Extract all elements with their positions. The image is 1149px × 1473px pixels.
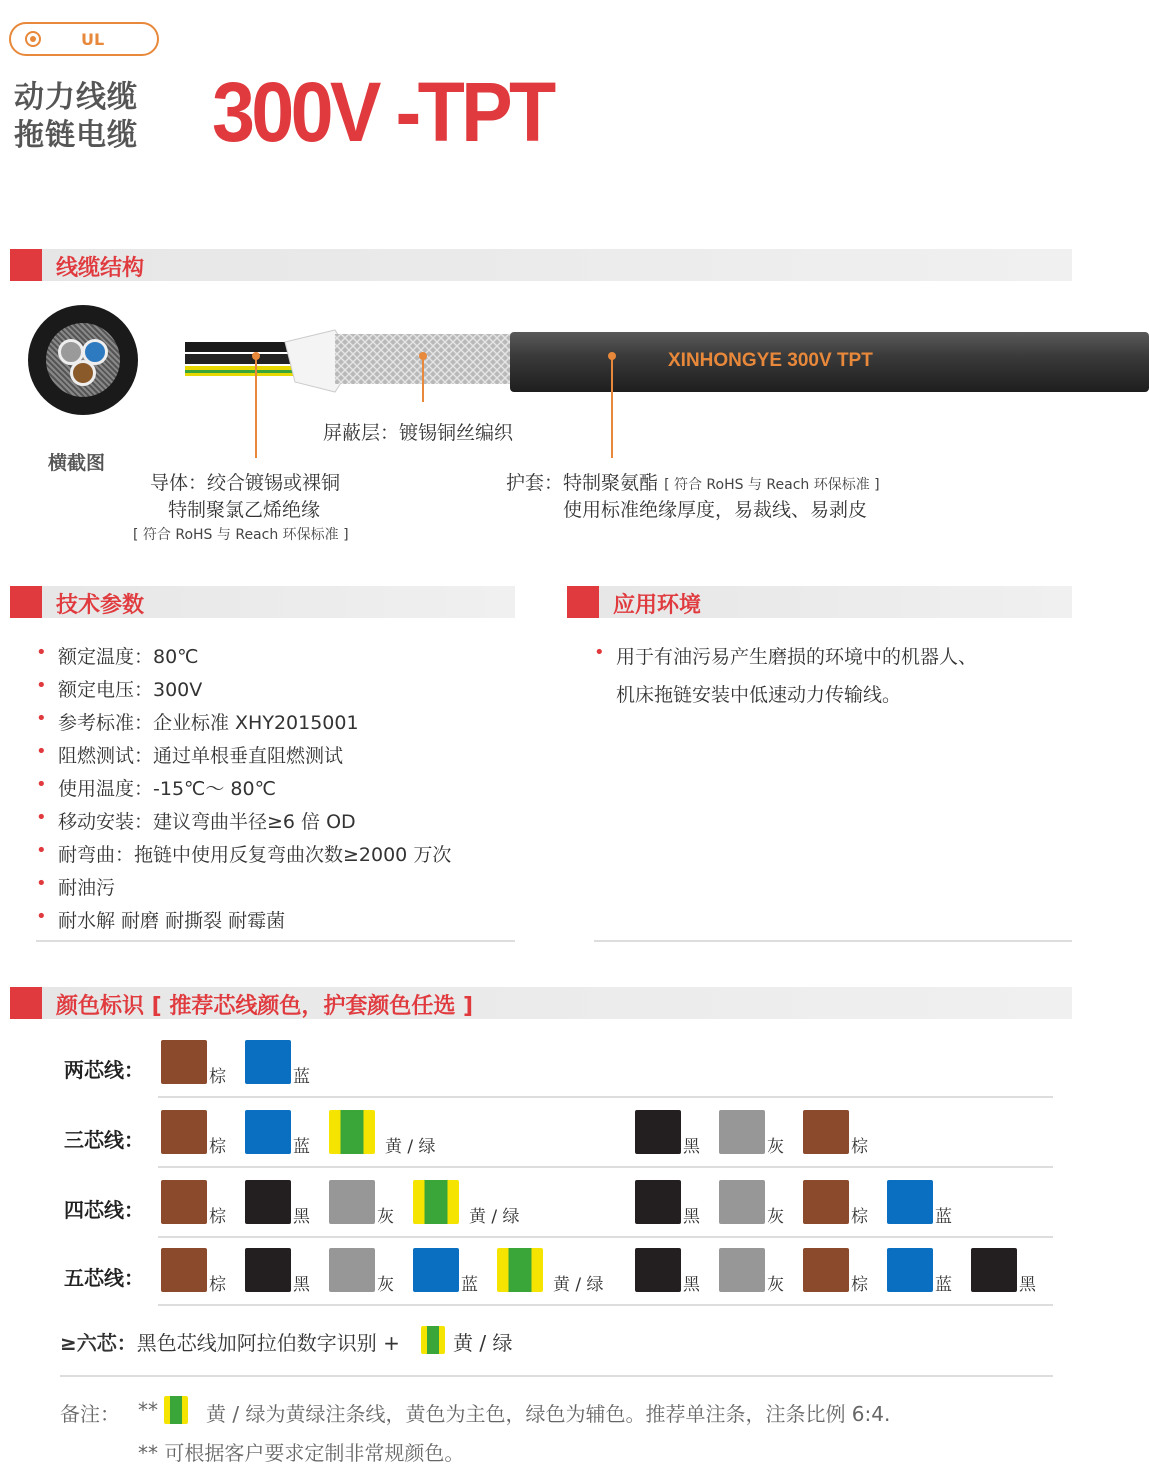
- color-swatch-black: [635, 1180, 681, 1224]
- cross-section-label: 横截图: [48, 452, 106, 474]
- color-swatch-gray: [719, 1110, 765, 1154]
- color-label: 灰: [767, 1275, 784, 1295]
- note-label: 备注：: [60, 1402, 120, 1426]
- row-divider: [158, 1096, 1053, 1098]
- color-label: 棕: [209, 1137, 226, 1157]
- color-swatch-brown: [803, 1110, 849, 1154]
- leader-line: [611, 358, 613, 458]
- application-text: • 用于有油污易产生磨损的环境中的机器人、: [594, 642, 1149, 675]
- row-label: 五芯线：: [64, 1266, 144, 1290]
- color-swatch-blue: [245, 1110, 291, 1154]
- color-swatch-yg: [329, 1110, 375, 1154]
- color-swatch-brown: [803, 1180, 849, 1224]
- list-item: • 移动安装：建议弯曲半径≥6 倍 OD: [36, 807, 451, 840]
- section-marker: [10, 987, 42, 1019]
- color-label: 黄 / 绿: [385, 1137, 436, 1157]
- color-label: 黑: [1019, 1275, 1036, 1295]
- section-title: 技术参数: [56, 593, 145, 618]
- color-label: 棕: [851, 1137, 868, 1157]
- color-swatch-brown: [161, 1180, 207, 1224]
- six-core-text: 黑色芯线加阿拉伯数字识别 +: [136, 1331, 400, 1355]
- color-label: 灰: [377, 1207, 394, 1227]
- row-label: 两芯线：: [64, 1058, 144, 1082]
- section-marker: [10, 249, 42, 281]
- color-label: 棕: [851, 1275, 868, 1295]
- list-item: • 耐弯曲：拖链中使用反复弯曲次数≥2000 万次: [36, 840, 451, 873]
- list-item: • 使用温度：-15℃～ 80℃: [36, 774, 451, 807]
- color-label: 黑: [293, 1275, 310, 1295]
- divider: [60, 1375, 1053, 1377]
- jacket-print: XINHONGYE 300V TPT: [668, 350, 873, 371]
- jacket-feature: 使用标准绝缘厚度，易裁线、易剥皮: [563, 499, 868, 521]
- section-title: 应用环境: [613, 593, 702, 618]
- color-swatch-brown: [161, 1110, 207, 1154]
- color-label: 灰: [767, 1137, 784, 1157]
- color-swatch-black: [635, 1248, 681, 1292]
- color-label: 黑: [683, 1275, 700, 1295]
- leader-line: [255, 358, 257, 458]
- color-label: 蓝: [461, 1275, 478, 1295]
- list-item: • 额定电压：300V: [36, 675, 451, 708]
- row-label: ≥六芯：: [60, 1331, 137, 1355]
- tech-list: [36, 642, 451, 939]
- yellow-green-swatch: [164, 1396, 188, 1424]
- color-swatch-yg: [497, 1248, 543, 1292]
- color-swatch-black: [635, 1110, 681, 1154]
- color-swatch-blue: [887, 1248, 933, 1292]
- section-marker: [10, 586, 42, 618]
- six-core-row: [60, 1327, 400, 1356]
- color-swatch-blue: [887, 1180, 933, 1224]
- section-bar-structure: [10, 249, 1072, 281]
- list-item: • 额定温度：80℃: [36, 642, 451, 675]
- shield-label: 屏蔽层：镀锡铜丝编织: [323, 422, 514, 444]
- target-icon: [25, 31, 41, 47]
- category-line-2: 拖链电缆: [14, 118, 138, 153]
- note-text-1: 黄 / 绿为黄绿注条线，黄色为主色，绿色为辅色。推荐单注条，注条比例 6:4.: [206, 1402, 891, 1426]
- color-label: 棕: [209, 1275, 226, 1295]
- section-title: 线缆结构: [56, 256, 145, 281]
- color-swatch-gray: [329, 1180, 375, 1224]
- color-swatch-black: [245, 1180, 291, 1224]
- color-swatch-black: [245, 1248, 291, 1292]
- row-divider: [158, 1236, 1053, 1238]
- row-divider: [158, 1304, 1053, 1306]
- color-swatch-gray: [719, 1180, 765, 1224]
- section-marker: [567, 586, 599, 618]
- color-label: 黄 / 绿: [553, 1275, 604, 1295]
- color-label: 黄 / 绿: [469, 1207, 520, 1227]
- row-label: 四芯线：: [64, 1198, 144, 1222]
- section-bar-colors: [10, 987, 1072, 1019]
- color-swatch-gray: [719, 1248, 765, 1292]
- divider: [594, 940, 1072, 942]
- six-core-yg-label: 黄 / 绿: [453, 1331, 513, 1355]
- list-item: • 阻燃测试：通过单根垂直阻燃测试: [36, 741, 451, 774]
- list-item: • 参考标准：企业标准 XHY2015001: [36, 708, 451, 741]
- rohs-note: [ 符合 RoHS 与 Reach 环保标准 ]: [133, 527, 349, 543]
- list-item: • 耐水解 耐磨 耐撕裂 耐霉菌: [36, 906, 451, 939]
- color-label: 蓝: [935, 1207, 952, 1227]
- row-divider: [158, 1166, 1053, 1168]
- note-text-2: ** 可根据客户要求定制非常规颜色。: [138, 1441, 465, 1465]
- color-label: 蓝: [293, 1137, 310, 1157]
- color-swatch-yg: [413, 1180, 459, 1224]
- conductor-label: 导体：绞合镀锡或裸铜: [150, 472, 341, 494]
- color-label: 黑: [293, 1207, 310, 1227]
- category-line-1: 动力线缆: [14, 80, 138, 115]
- divider: [36, 940, 515, 942]
- color-label: 蓝: [935, 1275, 952, 1295]
- color-label: 灰: [377, 1275, 394, 1295]
- leader-line: [422, 358, 424, 402]
- color-swatch-brown: [161, 1248, 207, 1292]
- section-bar-application: [567, 586, 1072, 618]
- note-stars: **: [138, 1398, 158, 1422]
- color-label: 棕: [209, 1067, 226, 1087]
- color-swatch-gray: [329, 1248, 375, 1292]
- section-bar-tech: [10, 586, 515, 618]
- color-label: 棕: [851, 1207, 868, 1227]
- model-title: 300V -TPT: [212, 65, 553, 159]
- color-label: 蓝: [293, 1067, 310, 1087]
- color-swatch-brown: [803, 1248, 849, 1292]
- application-text-2: 机床拖链安装中低速动力传输线。: [616, 684, 902, 706]
- section-title: 颜色标识 [ 推荐芯线颜色，护套颜色任选 ]: [56, 994, 474, 1019]
- jacket-label: 护套：特制聚氨酯 [ 符合 RoHS 与 Reach 环保标准 ]: [506, 472, 880, 494]
- cable-illustration: [185, 322, 1149, 402]
- ul-badge: [9, 22, 159, 56]
- color-swatch-black: [971, 1248, 1017, 1292]
- badge-label: UL: [81, 30, 105, 49]
- yellow-green-swatch: [421, 1326, 445, 1354]
- cross-section-image: [28, 305, 138, 415]
- row-label: 三芯线：: [64, 1128, 144, 1152]
- color-swatch-brown: [161, 1040, 207, 1084]
- color-label: 黑: [683, 1207, 700, 1227]
- insulation-label: 特制聚氯乙烯绝缘: [168, 499, 321, 521]
- color-label: 棕: [209, 1207, 226, 1227]
- color-label: 黑: [683, 1137, 700, 1157]
- color-swatch-blue: [245, 1040, 291, 1084]
- color-swatch-blue: [413, 1248, 459, 1292]
- color-label: 灰: [767, 1207, 784, 1227]
- list-item: • 耐油污: [36, 873, 451, 906]
